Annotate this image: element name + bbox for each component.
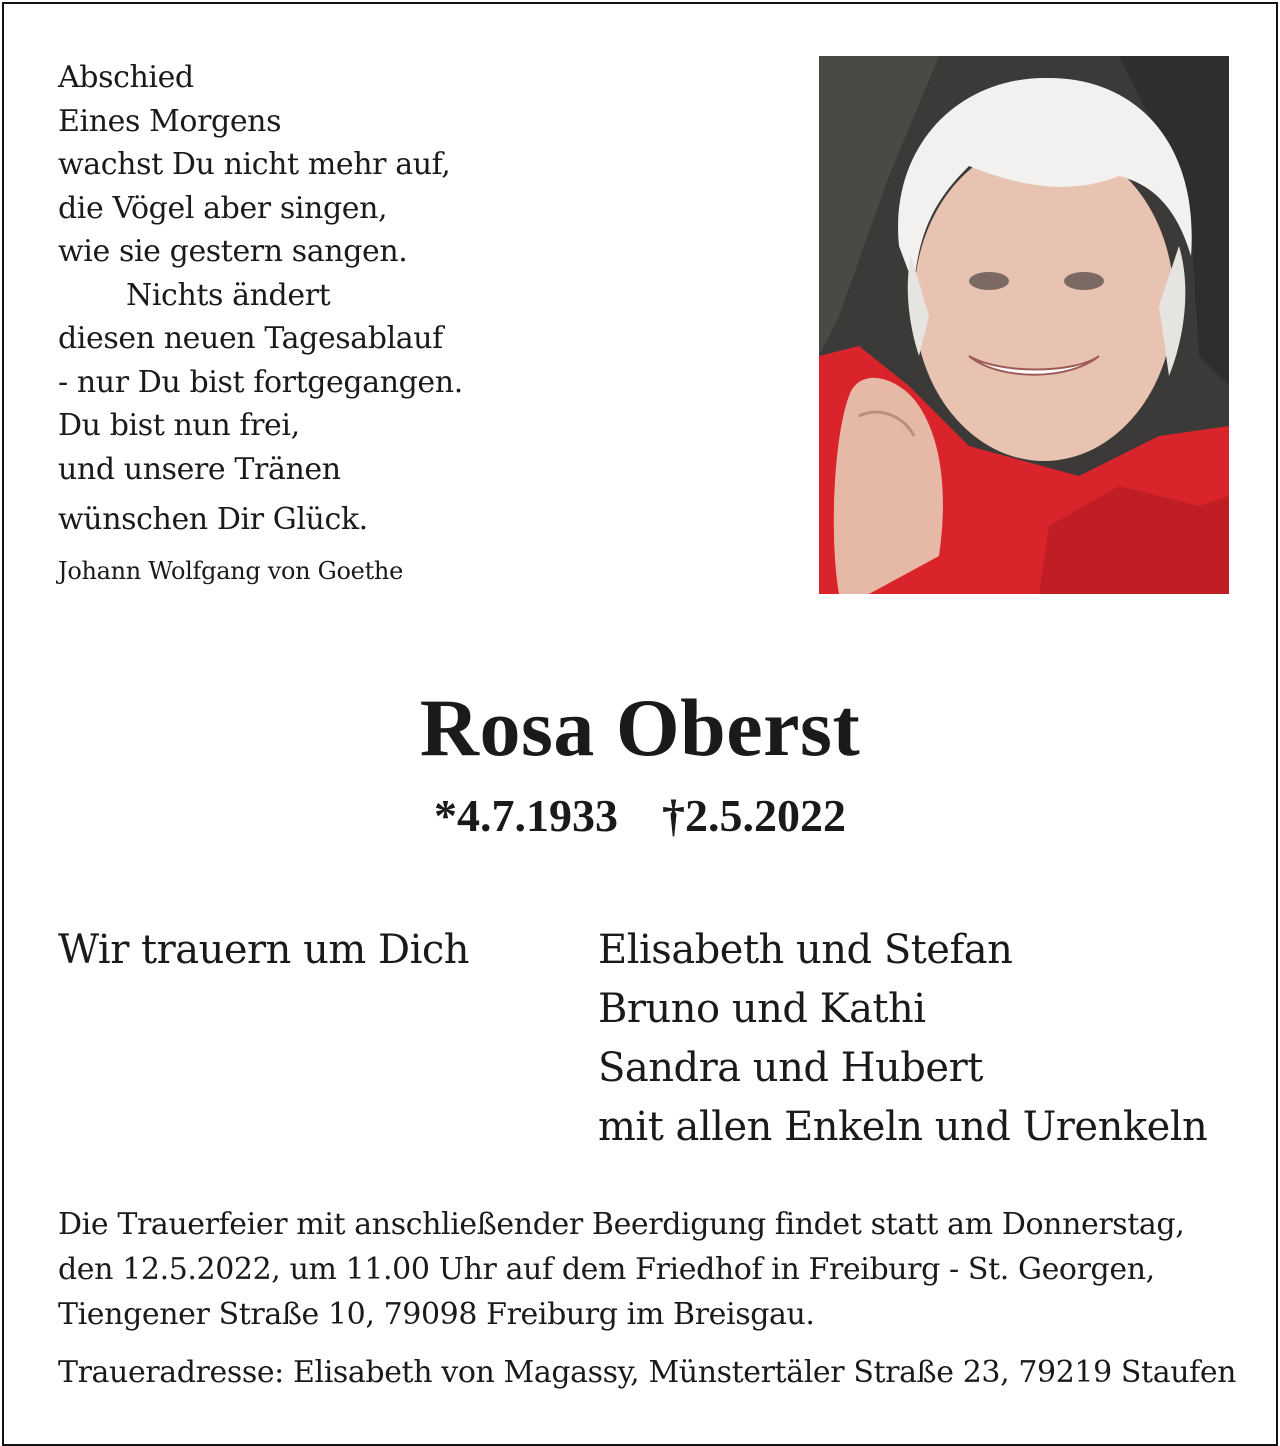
poem-line: Eines Morgens [58,103,282,139]
poem-line: und unsere Tränen [58,451,341,487]
obituary-notice [2,2,1278,1446]
poem-line: wünschen Dir Glück. [58,502,368,537]
portrait-photo [819,56,1229,594]
poem-line: Nichts ändert [126,277,331,313]
service-line: Die Trauerfeier mit anschließender Beerdigung findet statt am Donnerstag, [58,1207,1185,1242]
poem-line: wie sie gestern sangen. [58,234,408,269]
poem-line: diesen neuen Tagesablauf [58,321,443,356]
family-list [598,921,1207,1157]
family-member: Sandra und Hubert [598,1045,983,1091]
mourning-statement: Wir trauern um Dich [58,927,470,973]
poem-author: Johann Wolfgang von Goethe [58,556,403,585]
death-date: †2.5.2022 [662,790,846,841]
poem-line: Du bist nun frei, [58,408,300,443]
funeral-service-info [58,1202,1238,1337]
family-member: mit allen Enkeln und Urenkeln [598,1104,1208,1150]
poem [58,56,578,586]
service-line: Tiengener Straße 10, 79098 Freiburg im Breisgau. [58,1297,815,1332]
poem-line: - nur Du bist fortgegangen. [58,364,463,400]
condolence-address: Traueradresse: Elisabeth von Magassy, Münstertäler Straße 23, 79219 Staufen [58,1355,1237,1390]
deceased-name: Rosa Oberst [419,682,861,773]
poem-line: wachst Du nicht mehr auf, [58,147,451,182]
life-dates [4,788,1276,844]
service-line: den 12.5.2022, um 11.00 Uhr auf dem Friedhof in Freiburg - St. Georgen, [58,1252,1155,1287]
family-member: Bruno und Kathi [598,986,926,1032]
poem-title: Abschied [58,60,194,95]
poem-line: die Vögel aber singen, [58,190,388,226]
birth-date: *4.7.1933 [434,790,618,841]
family-member: Elisabeth und Stefan [598,927,1013,973]
